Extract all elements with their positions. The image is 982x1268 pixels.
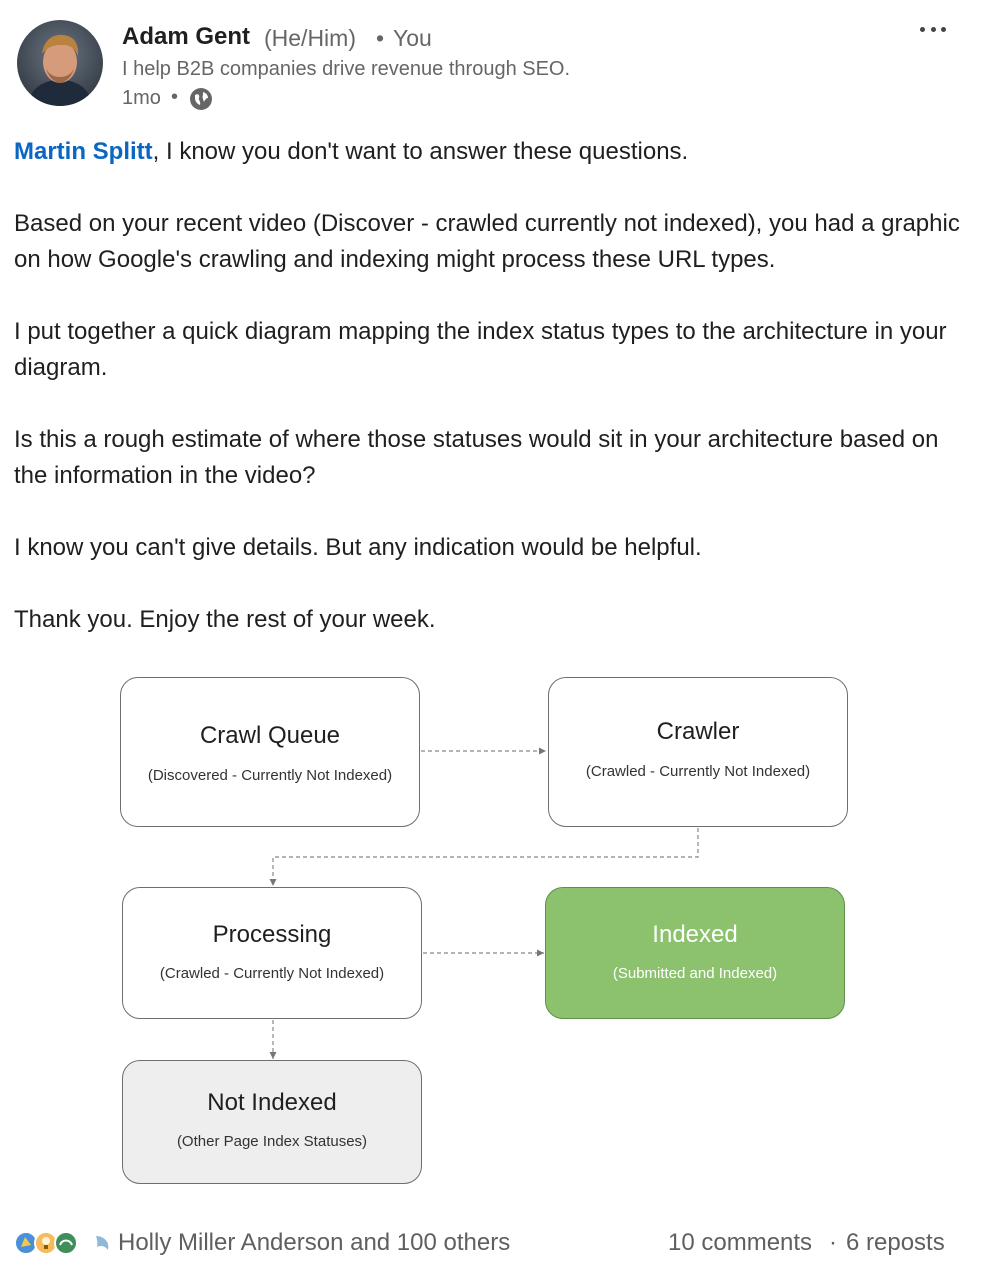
author-avatar[interactable] <box>17 20 103 106</box>
relation-separator: • <box>376 25 385 51</box>
post-paragraph: I put together a quick diagram mapping the index status types to the architecture in your diagram. <box>14 318 947 381</box>
author-relation: You <box>393 25 432 51</box>
comments-count-link[interactable]: 10 comments <box>668 1229 813 1256</box>
support-icon <box>55 1232 77 1254</box>
box-title: Indexed <box>652 921 738 948</box>
box-subtitle: (Crawled - Currently Not Indexed) <box>585 763 811 780</box>
diagram-box-indexed <box>545 887 845 1019</box>
insightful-icon <box>35 1232 57 1254</box>
reactions-summary[interactable] <box>14 1228 114 1258</box>
mention-link[interactable]: Martin Splitt <box>14 138 153 165</box>
globe-icon <box>188 86 214 112</box>
box-subtitle: (Submitted and Indexed) <box>612 965 778 982</box>
celebrate-icon <box>15 1232 37 1254</box>
diagram-box-processing <box>122 887 422 1019</box>
author-headline: I help B2B companies drive revenue through SEO. <box>122 58 571 80</box>
author-name[interactable]: Adam Gent <box>122 23 251 50</box>
box-title: Crawler <box>656 718 740 745</box>
post-paragraph: Is this a rough estimate of where those statuses would sit in your architecture based on the information in the video? <box>14 426 939 489</box>
post-paragraph: Based on your recent video (Discover - crawled currently not indexed), you had a graphic on how Google's crawling and indexing might process these URL types. <box>14 210 960 273</box>
more-horizontal-icon <box>920 27 925 32</box>
diagram-box-crawler <box>548 677 848 827</box>
post-paragraph <box>14 134 964 170</box>
post-body <box>14 134 964 674</box>
box-subtitle: (Crawled - Currently Not Indexed) <box>159 965 385 982</box>
author-pronouns: (He/Him) <box>264 25 356 51</box>
post-paragraph: Thank you. Enjoy the rest of your week. <box>14 606 436 633</box>
box-subtitle: (Discovered - Currently Not Indexed) <box>147 767 393 784</box>
box-title: Processing <box>212 921 332 948</box>
box-title: Not Indexed <box>207 1089 337 1116</box>
diagram-box-crawl-queue <box>120 677 420 827</box>
post-paragraph: I know you can't give details. But any indication would be helpful. <box>14 534 702 561</box>
post-diagram-image[interactable] <box>0 650 982 1210</box>
post-time: 1mo <box>122 87 161 109</box>
reactors-link[interactable]: Holly Miller Anderson and 100 others <box>118 1229 511 1256</box>
box-subtitle: (Other Page Index Statuses) <box>176 1133 368 1150</box>
box-title: Crawl Queue <box>199 722 341 749</box>
post-paragraph-text: , I know you don't want to answer these questions. <box>152 138 689 165</box>
reposts-count-link[interactable]: 6 reposts <box>846 1229 945 1256</box>
counts-separator: · <box>829 1229 837 1256</box>
more-options-button[interactable] <box>916 16 950 42</box>
diagram-box-not-indexed <box>122 1060 422 1184</box>
dolphin-icon <box>96 1236 108 1250</box>
time-separator: • <box>171 86 179 108</box>
